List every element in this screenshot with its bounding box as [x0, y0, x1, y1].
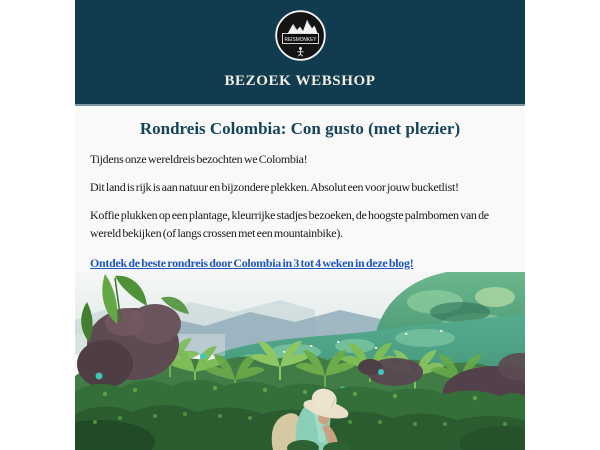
blog-link-line — [90, 254, 510, 272]
webshop-link[interactable]: BEZOEK WEBSHOP — [224, 73, 376, 89]
email-container — [75, 0, 525, 450]
email-body — [75, 106, 525, 272]
mountain-logo-icon — [274, 9, 327, 62]
logo-wordmark: REISMONKEY — [284, 37, 317, 43]
coffee-plantation-photo[interactable] — [75, 272, 525, 450]
blog-link[interactable]: Ontdek de beste rondreis door Colombia in 3 tot 4 weken in deze blog! — [90, 256, 414, 271]
email-header — [75, 0, 525, 106]
body-paragraph: Koffie plukken op een plantage, kleurrijke stadjes bezoeken, de hoogste palmbomen van de wereld bekijken (of langs crossen met een mountainbike). — [90, 208, 489, 241]
body-paragraph: Dit land is rijk is aan natuur en bijzondere plekken. Absolut een voor jouw bucketlist! — [90, 180, 459, 195]
reismonkey-logo[interactable] — [274, 9, 327, 62]
body-paragraph: Tijdens onze wereldreis bezochten we Colombia! — [90, 152, 308, 167]
plantation-photo-art — [75, 272, 525, 450]
article-title: Rondreis Colombia: Con gusto (met plezier) — [139, 119, 461, 138]
